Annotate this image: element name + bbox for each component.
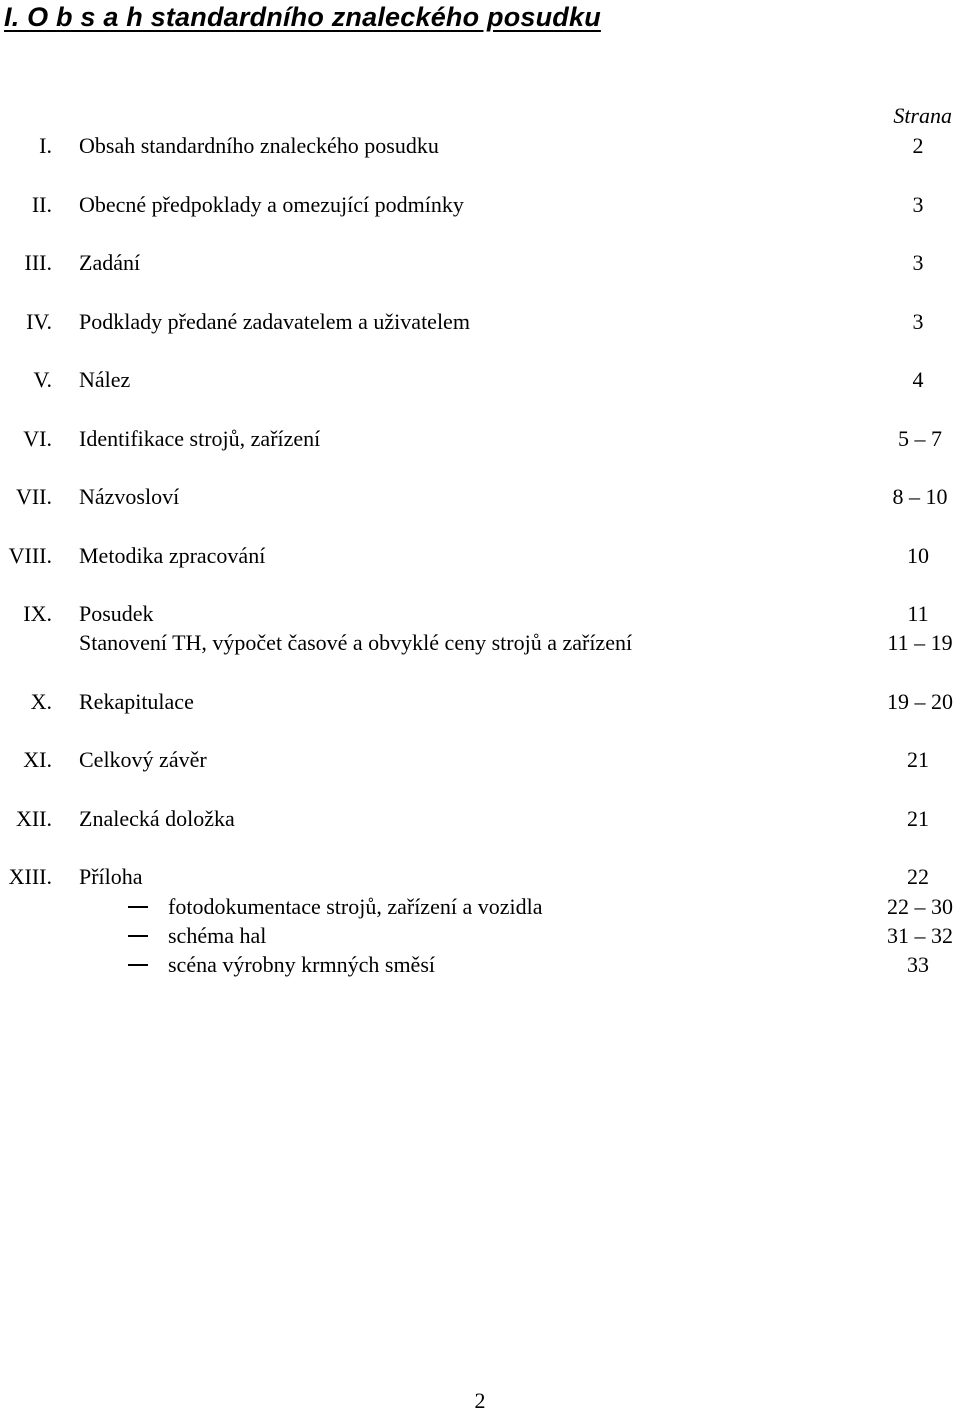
toc-number: II.: [31, 192, 52, 217]
toc-label: Obecné předpoklady a omezující podmínky: [79, 192, 464, 217]
toc-number: VIII.: [8, 543, 52, 568]
toc-label: Názvosloví: [79, 484, 180, 509]
toc-label: Příloha: [79, 864, 143, 889]
toc-number: IV.: [26, 309, 52, 334]
toc-number: VII.: [15, 484, 52, 509]
toc-number: III.: [24, 250, 52, 275]
toc-page: 22: [907, 864, 929, 889]
toc-number: IX.: [23, 601, 52, 626]
toc-page: 5 – 7: [898, 426, 942, 451]
toc-number: V.: [33, 367, 52, 392]
attachment-item-2: [0, 921, 960, 951]
toc-label: Celkový závěr: [79, 747, 207, 772]
toc-entry-8: [0, 541, 960, 571]
toc-page: 11: [907, 601, 929, 626]
toc-page: 11 – 19: [887, 630, 953, 655]
toc-label: Stanovení TH, výpočet časové a obvyklé ceny strojů a zařízení: [79, 630, 633, 655]
page-number: 2: [474, 1388, 486, 1413]
toc-page: 10: [907, 543, 929, 568]
attachment-page: 22 – 30: [887, 894, 953, 919]
toc-entry-10: [0, 687, 960, 717]
attachment-label: fotodokumentace strojů, zařízení a vozidla: [168, 894, 543, 919]
toc-number: XII.: [15, 806, 52, 831]
attachment-item-3: [0, 950, 960, 980]
toc-label: Podklady předané zadavatelem a uživatelem: [79, 309, 470, 334]
toc-entry-4: [0, 307, 960, 337]
toc-entry-13: [0, 862, 960, 892]
toc-entry-12: [0, 804, 960, 834]
toc-entry-1: [0, 131, 960, 161]
toc-number: X.: [30, 689, 52, 714]
toc-entry-11: [0, 745, 960, 775]
dash-bullet: [128, 906, 148, 908]
toc-page: 3: [912, 309, 924, 334]
toc-page: 3: [912, 192, 924, 217]
toc-entry-7: [0, 482, 960, 512]
toc-number: I.: [39, 133, 52, 158]
attachment-page: 33: [907, 952, 929, 977]
toc-page: 3: [912, 250, 924, 275]
dash-bullet: [128, 964, 148, 966]
toc-label: Zadání: [79, 250, 141, 275]
toc-label: Rekapitulace: [79, 689, 194, 714]
toc-label: Metodika zpracování: [79, 543, 266, 568]
toc-entry-9: [0, 599, 960, 629]
page-column-header: Strana: [893, 103, 952, 128]
toc-page: 21: [907, 747, 929, 772]
toc-page: 19 – 20: [887, 689, 953, 714]
toc-label: Posudek: [79, 601, 154, 626]
toc-number: XIII.: [8, 864, 52, 889]
attachment-label: scéna výrobny krmných směsí: [168, 952, 435, 977]
attachment-label: schéma hal: [168, 923, 267, 948]
toc-entry-3: [0, 248, 960, 278]
toc-page: 8 – 10: [892, 484, 948, 509]
toc-entry-6: [0, 424, 960, 454]
toc-label: Nález: [79, 367, 131, 392]
toc-page: 21: [907, 806, 929, 831]
toc-page: 2: [912, 133, 924, 158]
toc-entry-9-subline: [0, 628, 960, 658]
toc-page: 4: [912, 367, 924, 392]
toc-label: Identifikace strojů, zařízení: [79, 426, 321, 451]
dash-bullet: [128, 935, 148, 937]
toc-number: VI.: [23, 426, 52, 451]
attachment-item-1: [0, 892, 960, 922]
toc-entry-2: [0, 190, 960, 220]
toc-entry-5: [0, 365, 960, 395]
toc-label: Znalecká doložka: [79, 806, 235, 831]
attachment-page: 31 – 32: [887, 923, 953, 948]
toc-number: XI.: [23, 747, 52, 772]
toc-label: Obsah standardního znaleckého posudku: [79, 133, 439, 158]
page-title: I. O b s a h standardního znaleckého posudku: [4, 2, 601, 32]
